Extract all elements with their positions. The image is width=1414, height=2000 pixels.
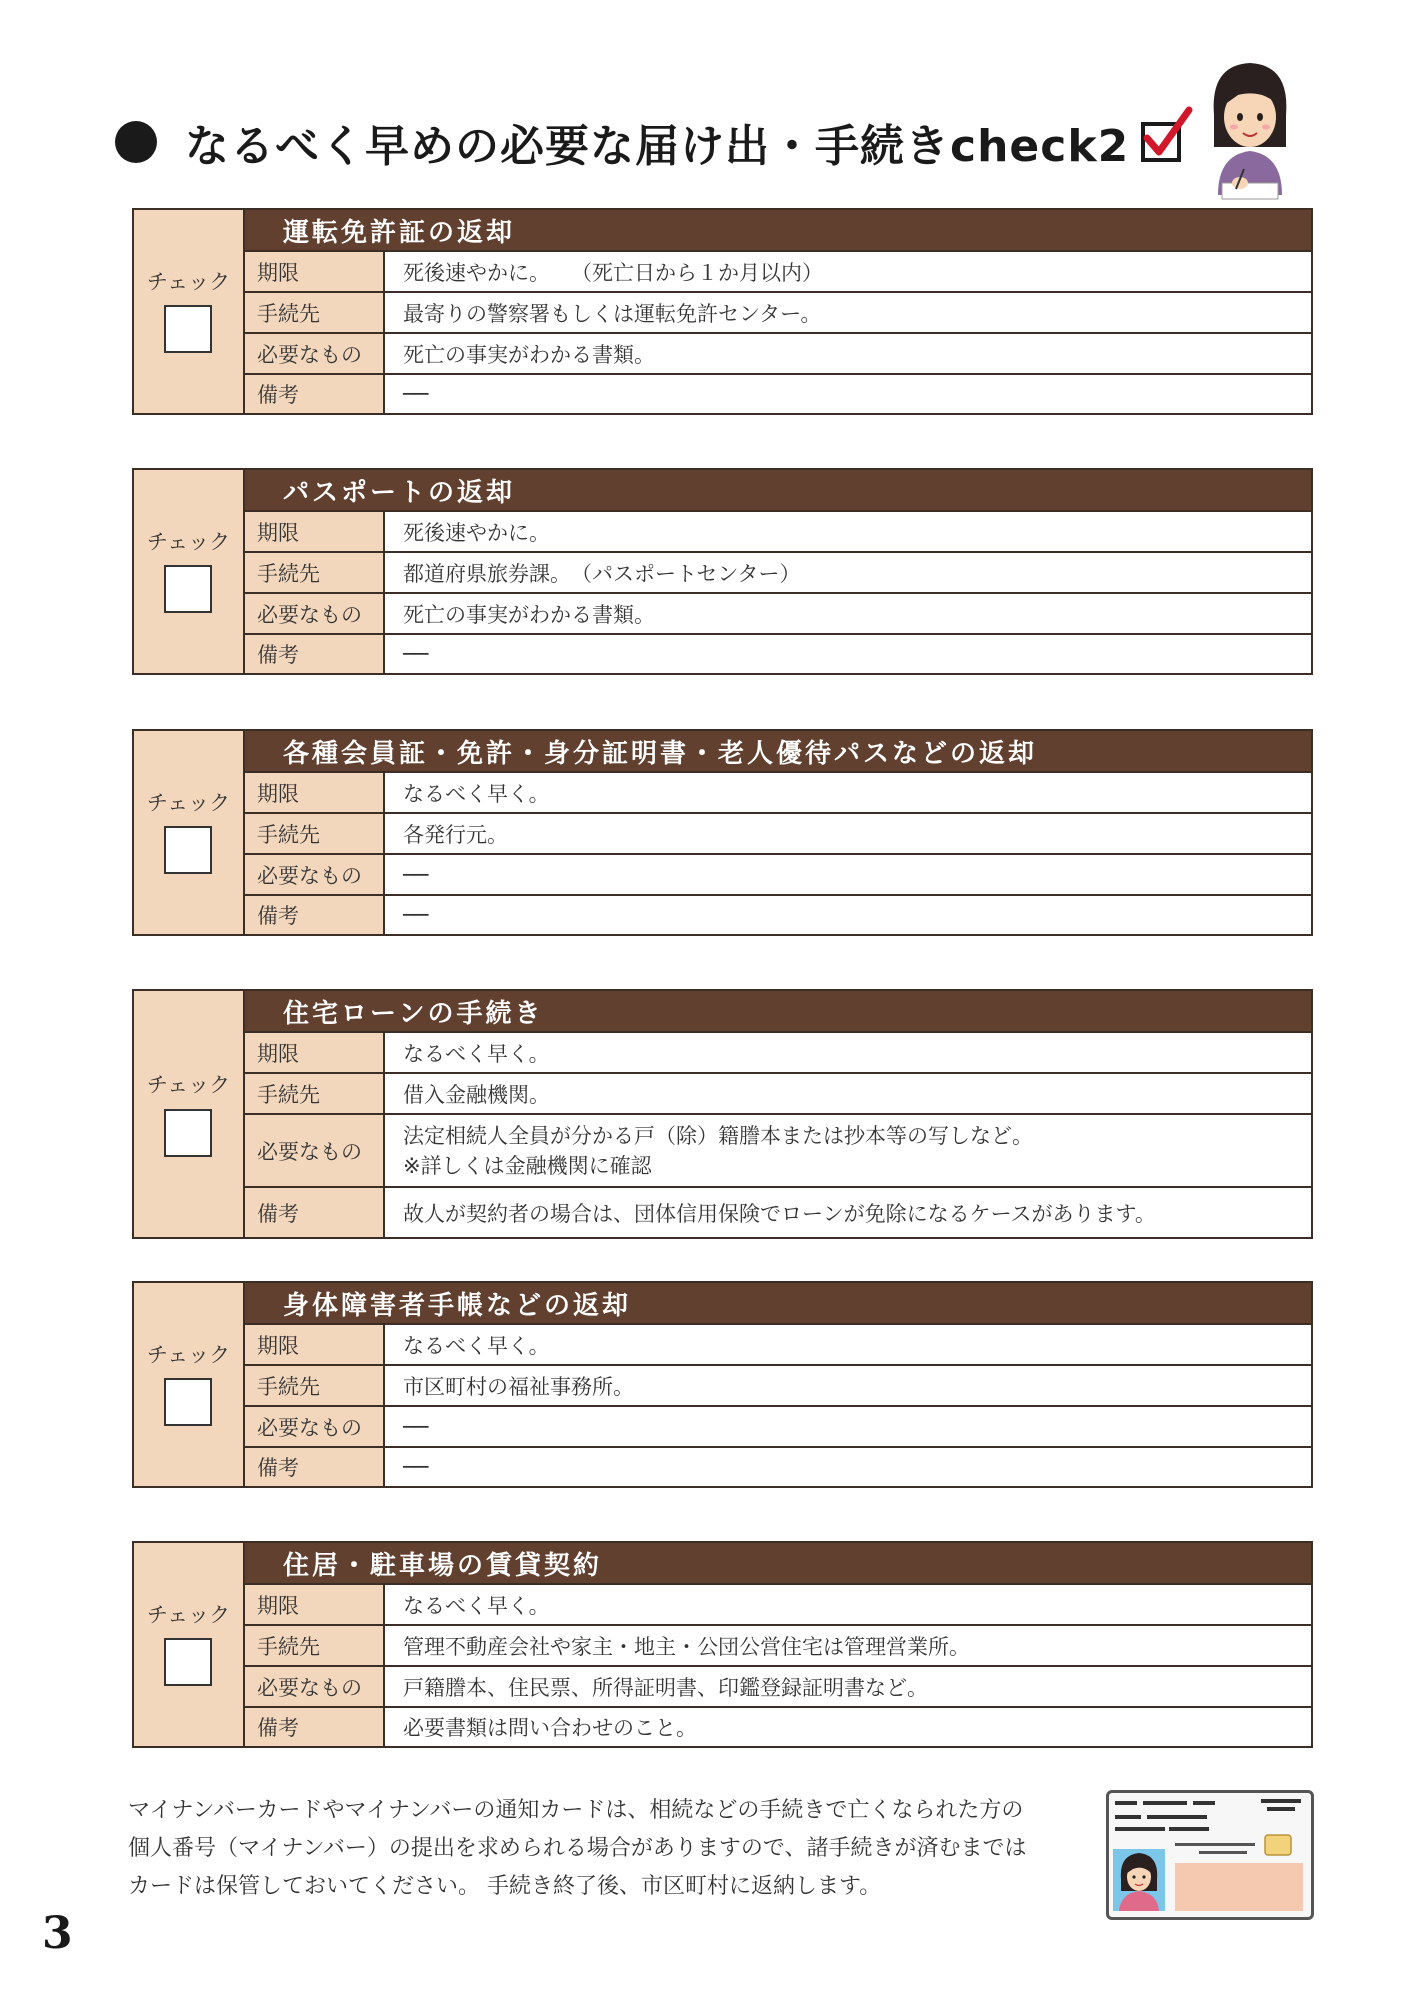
- row-value: ──: [385, 896, 1311, 934]
- row-label: 備考: [245, 896, 385, 934]
- procedure-block: [132, 468, 1313, 675]
- table-row: [245, 512, 1311, 553]
- row-label: 期限: [245, 252, 385, 291]
- block-heading: 運転免許証の返却: [245, 210, 1311, 252]
- row-label: 備考: [245, 635, 385, 673]
- row-label: 期限: [245, 1033, 385, 1072]
- check-label: チェック: [146, 1343, 231, 1367]
- table-row: [245, 1407, 1311, 1448]
- row-value: 故人が契約者の場合は、団体信用保険でローンが免除になるケースがあります。: [385, 1188, 1311, 1237]
- block-heading: 住宅ローンの手続き: [245, 991, 1311, 1033]
- note-line: 個人番号（マイナンバー）の提出を求められる場合がありますので、諸手続きが済むまでは: [128, 1836, 1027, 1861]
- row-value: 死亡の事実がわかる書類。: [385, 334, 1311, 373]
- page-title-text: なるべく早めの必要な届け出・手続きcheck2: [185, 121, 1130, 172]
- procedure-block: [132, 208, 1313, 415]
- row-value: 各発行元。: [385, 814, 1311, 853]
- row-label: 手続先: [245, 814, 385, 853]
- row-label: 必要なもの: [245, 594, 385, 633]
- checkbox[interactable]: [164, 1109, 212, 1157]
- table-row: [245, 1626, 1311, 1667]
- table-row: [245, 1033, 1311, 1074]
- row-value: なるべく早く。: [385, 1585, 1311, 1624]
- block-heading: パスポートの返却: [245, 470, 1311, 512]
- row-value: 死後速やかに。: [385, 512, 1311, 551]
- table-row: [245, 1708, 1311, 1746]
- row-value: 死後速やかに。 （死亡日から１か月以内）: [385, 252, 1311, 291]
- table-row: [245, 635, 1311, 673]
- check-label: チェック: [146, 1073, 231, 1097]
- woman-writing-illustration: [1200, 55, 1300, 205]
- check-label: チェック: [146, 1603, 231, 1627]
- table-row: [245, 1448, 1311, 1486]
- table-row: [245, 855, 1311, 896]
- procedure-block: [132, 1541, 1313, 1748]
- check-column: [134, 1283, 245, 1486]
- my-number-card-illustration: [1106, 1790, 1314, 1920]
- table-row: [245, 1325, 1311, 1366]
- table-row: [245, 814, 1311, 855]
- block-heading: 身体障害者手帳などの返却: [245, 1283, 1311, 1325]
- checkbox[interactable]: [164, 1638, 212, 1686]
- row-label: 手続先: [245, 1074, 385, 1113]
- note-line: マイナンバーカードやマイナンバーの通知カードは、相続などの手続きで亡くなられた方の: [128, 1798, 1024, 1823]
- row-value: 必要書類は問い合わせのこと。: [385, 1708, 1311, 1746]
- checkbox[interactable]: [164, 565, 212, 613]
- table-row: [245, 375, 1311, 413]
- row-label: 手続先: [245, 553, 385, 592]
- row-value: なるべく早く。: [385, 1325, 1311, 1364]
- row-value: ──: [385, 855, 1311, 894]
- table-row: [245, 773, 1311, 814]
- check-column: [134, 731, 245, 934]
- row-label: 必要なもの: [245, 1407, 385, 1446]
- procedure-block: [132, 989, 1313, 1239]
- page-title: [115, 112, 1181, 172]
- row-value: ──: [385, 375, 1311, 413]
- row-value: 最寄りの警察署もしくは運転免許センター。: [385, 293, 1311, 332]
- row-value: ──: [385, 1448, 1311, 1486]
- table-row: [245, 1366, 1311, 1407]
- row-label: 必要なもの: [245, 855, 385, 894]
- table-row: [245, 1667, 1311, 1708]
- table-row: [245, 252, 1311, 293]
- page-number: 3: [42, 1908, 73, 1959]
- row-label: 手続先: [245, 1366, 385, 1405]
- row-label: 期限: [245, 512, 385, 551]
- row-label: 備考: [245, 375, 385, 413]
- row-value: なるべく早く。: [385, 773, 1311, 812]
- row-value: 借入金融機関。: [385, 1074, 1311, 1113]
- checkbox[interactable]: [164, 1378, 212, 1426]
- check-column: [134, 210, 245, 413]
- table-row: [245, 1115, 1311, 1188]
- table-row: [245, 293, 1311, 334]
- row-value: なるべく早く。: [385, 1033, 1311, 1072]
- table-row: [245, 1188, 1311, 1237]
- checkmark-icon: [1141, 122, 1181, 162]
- table-row: [245, 594, 1311, 635]
- row-value: 管理不動産会社や家主・地主・公団公営住宅は管理営業所。: [385, 1626, 1311, 1665]
- row-label: 期限: [245, 1325, 385, 1364]
- row-value: 都道府県旅券課。 （パスポートセンター）: [385, 553, 1311, 592]
- row-value: 戸籍謄本、住民票、所得証明書、印鑑登録証明書など。: [385, 1667, 1311, 1706]
- row-label: 備考: [245, 1708, 385, 1746]
- note-line: カードは保管しておいてください。 手続き終了後、市区町村に返納します。: [128, 1874, 882, 1899]
- bullet-icon: [115, 121, 157, 163]
- block-heading: 各種会員証・免許・身分証明書・老人優待パスなどの返却: [245, 731, 1311, 773]
- row-value: ──: [385, 635, 1311, 673]
- table-row: [245, 896, 1311, 934]
- row-label: 期限: [245, 1585, 385, 1624]
- row-label: 必要なもの: [245, 1115, 385, 1186]
- row-label: 必要なもの: [245, 1667, 385, 1706]
- table-row: [245, 1074, 1311, 1115]
- row-label: 備考: [245, 1188, 385, 1237]
- footer-note: [128, 1792, 1088, 1906]
- check-label: チェック: [146, 530, 231, 554]
- row-label: 備考: [245, 1448, 385, 1486]
- row-value: ──: [385, 1407, 1311, 1446]
- row-value: [385, 1115, 1311, 1186]
- checkbox[interactable]: [164, 826, 212, 874]
- row-value-line: ※詳しくは金融機関に確認: [403, 1153, 652, 1178]
- row-label: 必要なもの: [245, 334, 385, 373]
- row-value: 市区町村の福祉事務所。: [385, 1366, 1311, 1405]
- check-label: チェック: [146, 270, 231, 294]
- procedure-block: [132, 1281, 1313, 1488]
- check-column: [134, 470, 245, 673]
- row-label: 手続先: [245, 293, 385, 332]
- checkbox[interactable]: [164, 305, 212, 353]
- table-row: [245, 334, 1311, 375]
- check-label: チェック: [146, 791, 231, 815]
- row-value: 死亡の事実がわかる書類。: [385, 594, 1311, 633]
- block-heading: 住居・駐車場の賃貸契約: [245, 1543, 1311, 1585]
- check-column: [134, 1543, 245, 1746]
- procedure-block: [132, 729, 1313, 936]
- row-label: 期限: [245, 773, 385, 812]
- row-value-line: 法定相続人全員が分かる戸（除）籍謄本または抄本等の写しなど。: [403, 1123, 1033, 1148]
- table-row: [245, 553, 1311, 594]
- table-row: [245, 1585, 1311, 1626]
- row-label: 手続先: [245, 1626, 385, 1665]
- check-column: [134, 991, 245, 1237]
